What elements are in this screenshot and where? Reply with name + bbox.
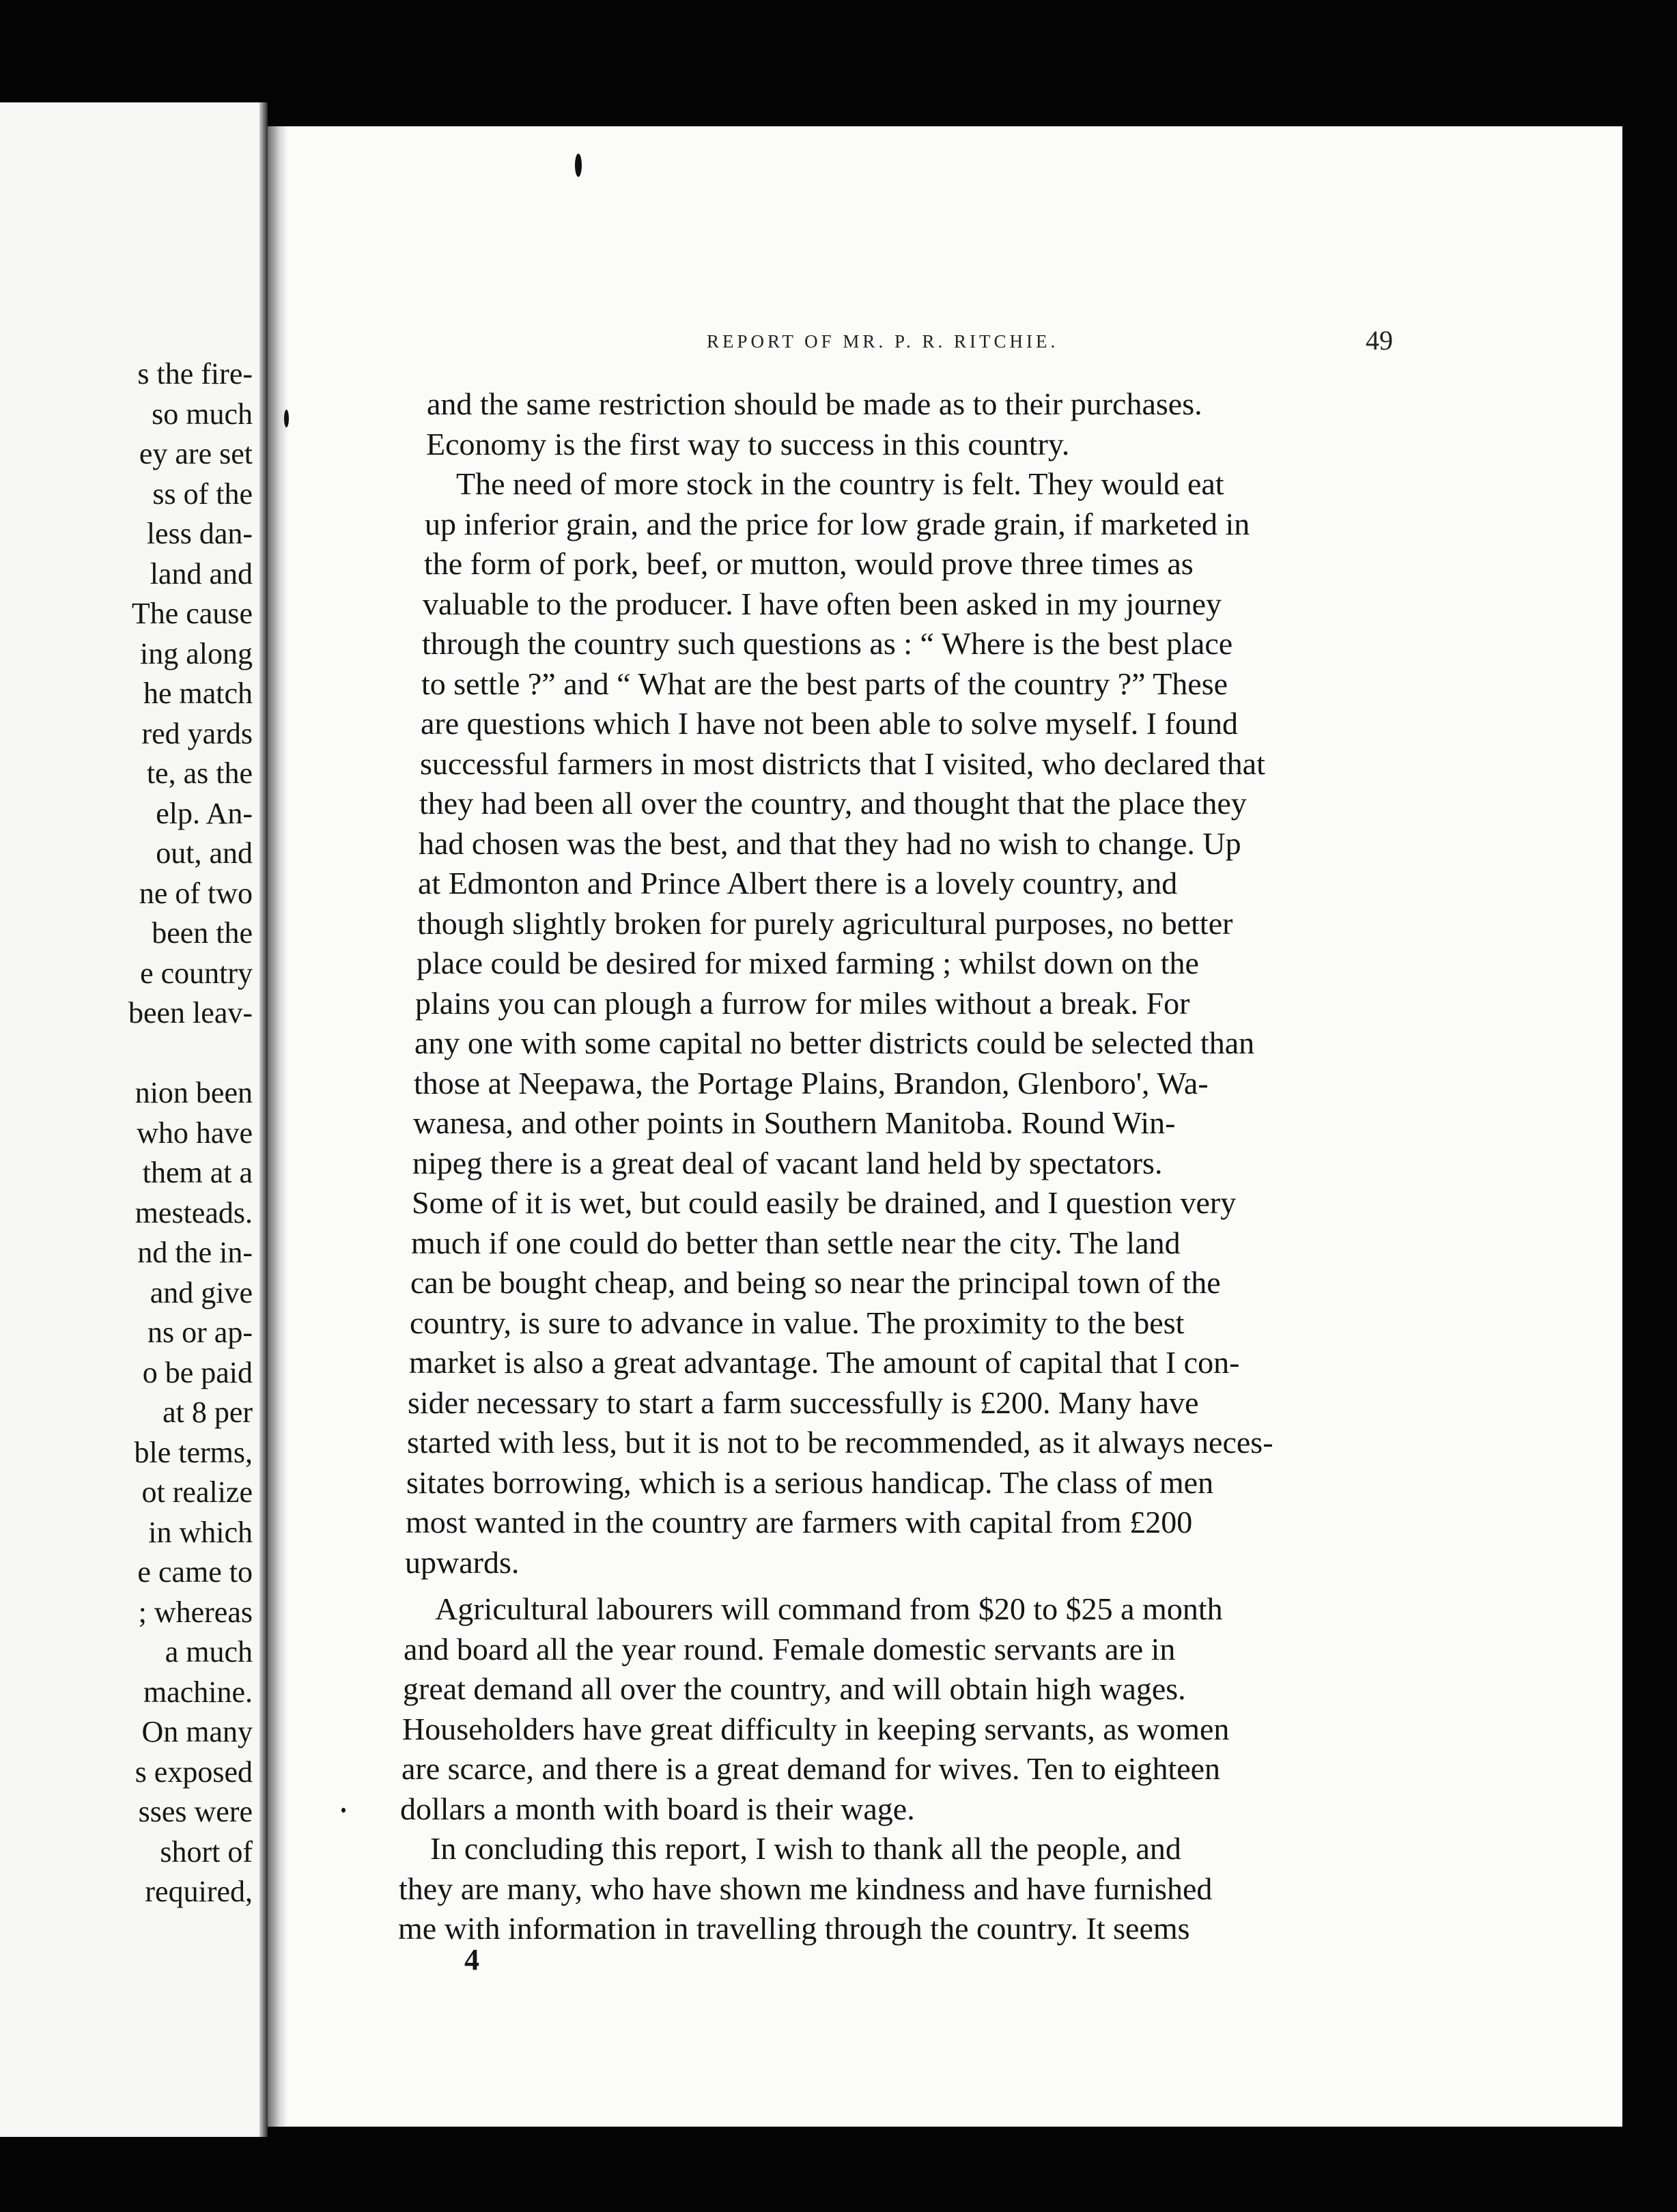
body-text-line: wanesa, and other points in Southern Manitoba. Round Win- [413,1105,1176,1140]
body-text-line: are questions which I have not been able to solve myself. I found [421,706,1238,741]
left-page-line: so much [152,397,253,431]
ink-speck [284,410,289,427]
body-text-line: through the country such questions as : “ Where is the best place [422,626,1233,661]
left-page-line: who have [137,1116,253,1150]
left-page-line: The cause [131,597,253,630]
left-page [0,102,266,2137]
running-head: REPORT OF MR. P. R. RITCHIE. [707,331,1059,352]
body-text-line: and board all the year round. Female domestic servants are in [404,1632,1176,1667]
left-page-line: required, [145,1875,253,1908]
left-page-line: ble terms, [134,1435,253,1469]
left-page-line: machine. [143,1675,253,1709]
body-text-line: to settle ?” and “ What are the best parts of the country ?” These [421,666,1228,701]
body-text-line: great demand all over the country, and will obtain high wages. [403,1671,1186,1706]
left-page-line: nd the in- [137,1236,253,1269]
ink-speck [341,1808,346,1813]
body-text-line: they are many, who have shown me kindness and have furnished [399,1871,1213,1906]
left-page-line: ing along [140,636,253,670]
left-page-line: ey are set [139,437,253,470]
left-page-line: nion been [135,1076,253,1109]
body-text-line: market is also a great advantage. The amount of capital that I con- [409,1345,1240,1380]
body-text-line: In concluding this report, I wish to thank all the people, and [430,1831,1181,1866]
body-text-line: any one with some capital no better districts could be selected than [414,1025,1255,1060]
left-page-line: e came to [137,1555,253,1589]
body-text-line: nipeg there is a great deal of vacant land held by spectators. [412,1146,1163,1180]
left-page-line: te, as the [146,756,253,790]
left-page-line: less dan- [146,517,253,550]
left-page-line: in which [148,1515,253,1549]
left-page-line: a much [165,1635,253,1669]
left-page-line: ; whereas [138,1595,253,1629]
body-text-line: Some of it is wet, but could easily be drained, and I question very [412,1185,1237,1220]
left-page-line: s exposed [135,1755,253,1789]
body-text-line: and the same restriction should be made as to their purchases. [427,386,1202,421]
body-text-line: can be bought cheap, and being so near the principal town of the [410,1265,1221,1300]
body-text-line: started with less, but it is not to be recommended, as it always neces- [407,1425,1273,1460]
left-page-line: On many [141,1715,253,1748]
body-text-line: me with information in travelling through the country. It seems [398,1911,1190,1946]
left-page-line: out, and [156,836,253,870]
body-text-line: up inferior grain, and the price for low grade grain, if marketed in [425,507,1250,541]
left-page-line: sses were [138,1795,253,1828]
body-text-line: the form of pork, beef, or mutton, would prove three times as [424,546,1194,581]
body-text-line: much if one could do better than settle near the city. The land [411,1225,1181,1260]
body-text-line: country, is sure to advance in value. The proximity to the best [410,1305,1185,1340]
body-text-line: valuable to the producer. I have often been asked in my journey [423,586,1222,621]
body-text-line: are scarce, and there is a great demand for wives. Ten to eighteen [401,1751,1221,1786]
left-page-line: at 8 per [163,1395,253,1429]
left-page-edge [259,102,268,2137]
page-number: 49 [1366,325,1393,356]
left-page-line: been leav- [128,996,253,1030]
left-page-line: red yards [141,716,253,750]
signature-mark: 4 [464,1943,479,1976]
body-text-line: Agricultural labourers will command from $20 to $25 a month [435,1591,1223,1626]
left-page-line: been the [152,916,253,950]
ink-speck [575,154,582,177]
left-page-line: land and [150,556,253,591]
body-text-line: sider necessary to start a farm successfully is £200. Many have [408,1385,1199,1420]
left-page-line: e country [140,956,253,990]
left-page-line: them at a [142,1156,253,1189]
body-text-line: most wanted in the country are farmers with capital from £200 [406,1505,1193,1540]
body-text-line: successful farmers in most districts that I visited, who declared that [420,746,1265,781]
body-text-line: had chosen was the best, and that they had no wish to change. Up [419,826,1241,861]
body-text-line: sitates borrowing, which is a serious handicap. The class of men [406,1465,1214,1500]
body-text-line: Economy is the first way to success in this country. [426,427,1070,462]
body-text-line: at Edmonton and Prince Albert there is a lovely country, and [418,866,1178,901]
body-text-line: plains you can plough a furrow for miles without a break. For [415,986,1190,1021]
left-page-line: ne of two [139,876,253,910]
left-page-line: ns or ap- [147,1316,253,1349]
left-page-line: o be paid [142,1355,253,1389]
left-page-line: mesteads. [135,1195,253,1230]
left-page-line: and give [150,1275,253,1309]
left-page-line: he match [143,677,253,710]
left-page-line: s the fire- [137,357,253,391]
body-text-line: upwards. [405,1545,520,1580]
left-page-line: ot realize [141,1475,253,1509]
left-page-line: short of [160,1834,253,1869]
left-page-line: elp. An- [156,796,253,830]
body-text-line: though slightly broken for purely agricultural purposes, no better [417,906,1233,941]
body-text-line: those at Neepawa, the Portage Plains, Brandon, Glenboro', Wa- [414,1066,1209,1101]
body-text-line: The need of more stock in the country is felt. They would eat [456,466,1224,501]
left-page-line: ss of the [152,477,253,511]
body-text-line: dollars a month with board is their wage. [400,1791,915,1826]
body-text-line: place could be desired for mixed farming ; whilst down on the [417,946,1199,980]
body-text-line: they had been all over the country, and thought that the place they [419,786,1247,821]
body-text-line: Householders have great difficulty in keeping servants, as women [402,1712,1230,1746]
